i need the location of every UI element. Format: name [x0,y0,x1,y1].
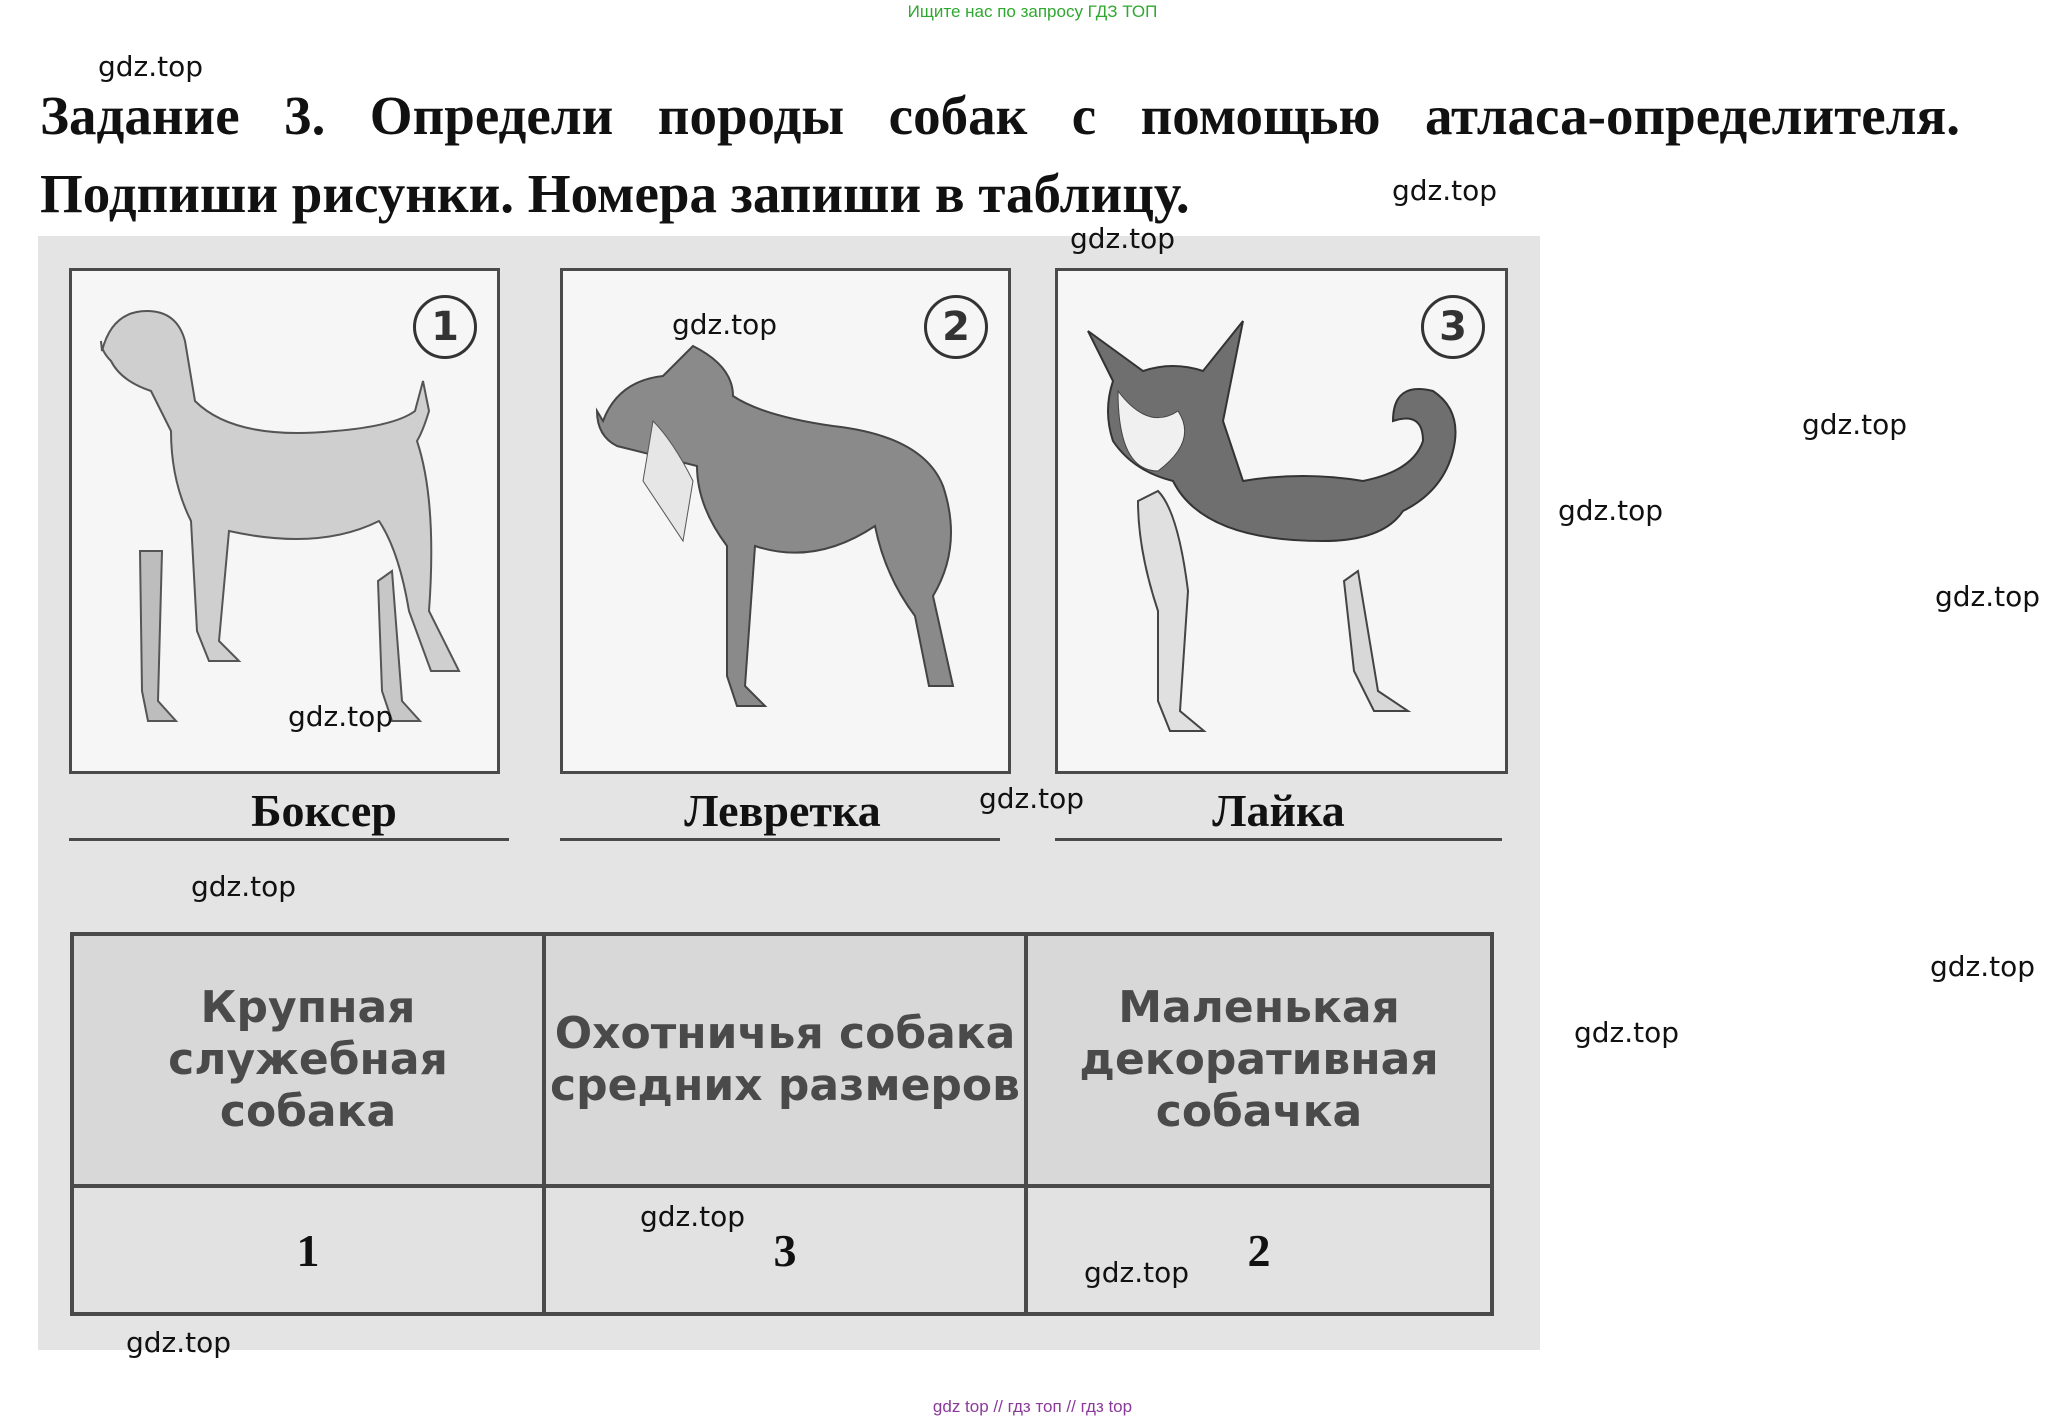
table-value-2: 3 [544,1186,1026,1314]
table-header-1: Крупная служебная собака [72,934,544,1186]
watermark: gdz.top [1574,1016,1680,1049]
table-header-2: Охотничья собака средних размеров [544,934,1026,1186]
table-header-3: Маленькая декоративная собачка [1026,934,1492,1186]
watermark: gdz.top [1084,1256,1190,1289]
watermark: gdz.top [191,870,297,903]
watermark: gdz.top [98,50,204,83]
task-title-line-2: Подпиши рисунки. Номера запиши в таблицу. [40,163,1190,224]
card-number-2: 2 [924,295,988,359]
watermark: gdz.top [672,308,778,341]
watermark: gdz.top [1070,222,1176,255]
dog-card-2 [560,268,1011,774]
table-value-3: 2 [1026,1186,1492,1314]
label-underline-3 [1055,838,1502,841]
watermark: gdz.top [640,1200,746,1233]
dog-label-3: Лайка [1212,785,1345,836]
watermark: gdz.top [288,700,394,733]
dog-card-1 [69,268,500,774]
dog-label-2: Левретка [684,785,881,836]
dog-card-3 [1055,268,1508,774]
watermark: gdz.top [979,782,1085,815]
card-number-3: 3 [1421,295,1485,359]
card-number-1: 1 [413,295,477,359]
watermark: gdz.top [1930,950,2036,983]
label-underline-2 [560,838,1000,841]
watermark: gdz.top [1558,494,1664,527]
dog-label-1: Боксер [251,785,397,836]
watermark: gdz.top [1802,408,1908,441]
watermark: gdz.top [126,1326,232,1359]
search-banner: Ищите нас по запросу ГДЗ ТОП [907,2,1158,21]
watermark: gdz.top [1392,174,1498,207]
label-underline-1 [69,838,509,841]
footer-links: gdz top // гдз топ // гдз top [932,1397,1133,1416]
answer-table [70,932,1494,1316]
watermark: gdz.top [1935,580,2041,613]
table-value-1: 1 [72,1186,544,1314]
task-title-line-1: Задание 3. Определи породы собак с помощью атласа-определителя. [40,85,1960,146]
